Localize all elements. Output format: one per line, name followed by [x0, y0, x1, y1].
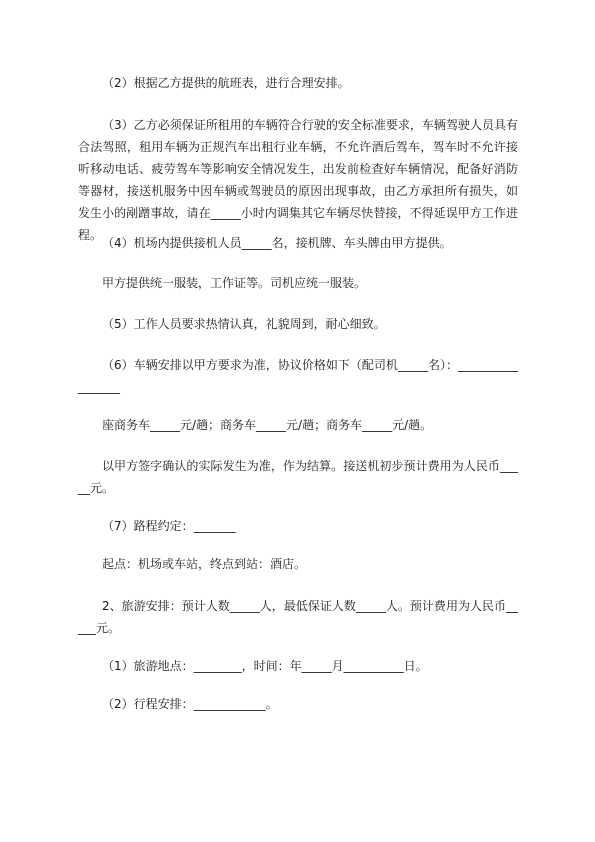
- paragraph-tour-arrangement: 2、旅游安排：预计人数_____人，最低保证人数_____人。预计费用为人民币_____元。: [78, 599, 518, 635]
- paragraph-staff-requirements: （5）工作人员要求热情认真，礼貌周到，耐心细致。: [102, 317, 386, 331]
- paragraph-vehicle-arrangement: （6）车辆安排以甲方要求为准，协议价格如下（配司机_____名）：_________________: [78, 358, 518, 394]
- paragraph-settlement: 以甲方签字确认的实际发生为准，作为结算。接送机初步预计费用为人民币_____元。: [78, 459, 518, 495]
- paragraph-flight-schedule: （2）根据乙方提供的航班表，进行合理安排。: [102, 76, 350, 90]
- paragraph-route-endpoints: 起点：机场或车站，终点到站：酒店。: [102, 557, 307, 571]
- paragraph-uniform: 甲方提供统一服装，工作证等。司机应统一服装。: [102, 276, 367, 290]
- paragraph-itinerary: （2）行程安排：____________。: [102, 697, 278, 711]
- paragraph-vehicle-safety: （3）乙方必须保证所租用的车辆符合行驶的安全标准要求，车辆驾驶人员具有合法驾照，租用车辆为正规汽车出租行业车辆，不允许酒后驾车，驾车时不允许接听移动电话、疲劳驾车等影响安全情况发生，出发前检查好车辆情况，配备好消防等器材，接送机服务中因车辆或驾驶员的原因出现事故，由乙方承担所有损失，如发生小的剐蹭事故，请在_____小时内调集其它车辆尽快替接，不得延误甲方工作进程。: [78, 118, 518, 242]
- paragraph-tour-location: （1）旅游地点：________，时间：年_____月__________日。: [102, 659, 428, 673]
- paragraph-pickup-staff: （4）机场内提供接机人员_____名，接机牌、车头牌由甲方提供。: [102, 236, 452, 250]
- paragraph-route-agreement: （7）路程约定：_______: [102, 519, 236, 533]
- paragraph-vehicle-prices: 座商务车_____元/趟；商务车_____元/趟；商务车_____元/趟。: [102, 418, 433, 432]
